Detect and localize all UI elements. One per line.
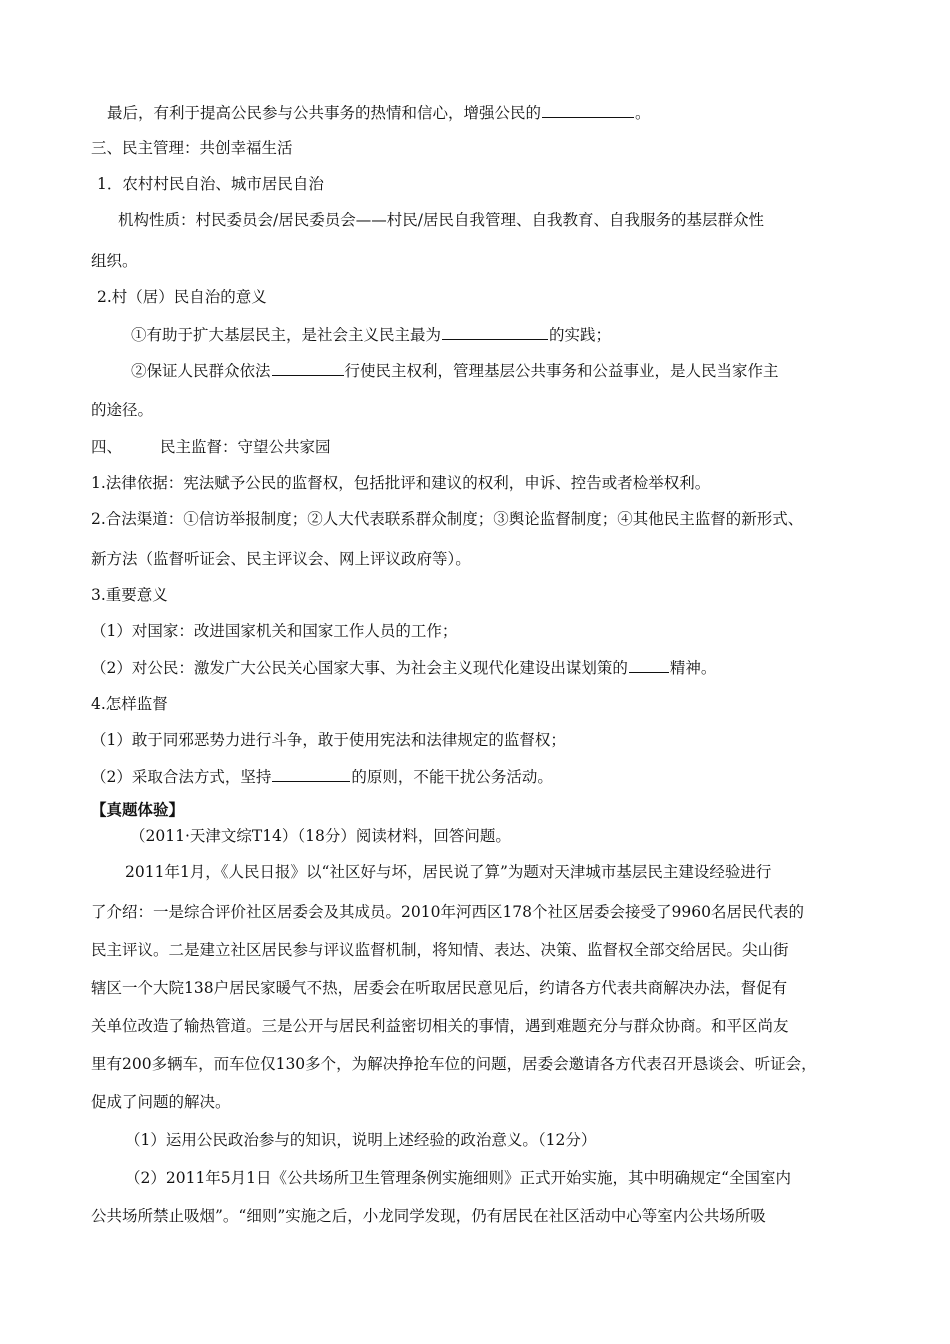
section-4-item-4: 4.怎样监督 — [91, 695, 168, 713]
section-4-item-2-line-a: 2.合法渠道：①信访举报制度；②人大代表联系群众制度；③舆论监督制度；④其他民主监督的新形式、 — [91, 510, 804, 528]
question-1: （1）运用公民政治参与的知识，说明上述经验的政治意义。（12分） — [125, 1131, 597, 1149]
question-2-line-a: （2）2011年5月1日《公共场所卫生管理条例实施细则》正式开始实施，其中明确规定“全国室内 — [125, 1169, 791, 1187]
text: 。 — [635, 104, 651, 122]
material-line-5: 关单位改造了输热管道。三是公开与居民利益密切相关的事情，遇到难题充分与群众协商。和平区尚友 — [91, 1017, 789, 1035]
exam-source: （2011·天津文综T14）（18分）阅读材料，回答问题。 — [130, 827, 511, 845]
fill-blank — [542, 102, 634, 118]
line-closing-benefit — [107, 102, 651, 123]
section-3-item-2b-cont: 的途径。 — [91, 401, 154, 419]
fill-blank — [442, 324, 548, 340]
material-line-7: 促成了问题的解决。 — [91, 1093, 231, 1111]
text: 精神。 — [669, 659, 717, 677]
section-4-heading — [91, 437, 331, 457]
section-3-item-2: 2.村（居）民自治的意义 — [97, 288, 267, 306]
material-line-4: 辖区一个大院138户居民家暖气不热，居委会在听取居民意见后，约请各方代表共商解决办法，督促有 — [91, 979, 788, 997]
section-4-item-1: 1.法律依据：宪法赋予公民的监督权，包括批评和建议的权利，申诉、控告或者检举权利。 — [91, 474, 711, 492]
section-3-item-2a — [131, 324, 611, 345]
question-2-line-b: 公共场所禁止吸烟”。“细则”实施之后，小龙同学发现，仍有居民在社区活动中心等室内公共场所吸 — [91, 1207, 766, 1225]
text: 四、 — [91, 438, 123, 456]
text: ②保证人民群众依法 — [131, 362, 271, 380]
material-line-2: 了介绍：一是综合评价社区居委会及其成员。2010年河西区178个社区居委会接受了9960名居民代表的 — [91, 903, 804, 921]
section-3-nature-line-b: 组织。 — [91, 252, 138, 270]
exam-experience-heading: 【真题体验】 — [91, 800, 185, 819]
section-3-heading: 三、民主管理：共创幸福生活 — [91, 139, 293, 157]
fill-blank — [272, 766, 350, 782]
material-line-3: 民主评议。二是建立社区居民参与评议监督机制，将知情、表达、决策、监督权全部交给居民。尖山街 — [91, 941, 789, 959]
material-line-6: 里有200多辆车，而车位仅130多个，为解决挣抢车位的问题，居委会邀请各方代表召开恳谈会、听证会， — [91, 1055, 817, 1073]
section-4-item-4-1: （1）敢于同邪恶势力进行斗争，敢于使用宪法和法律规定的监督权； — [91, 731, 566, 749]
section-4-item-2-line-b: 新方法（监督听证会、民主评议会、网上评议政府等）。 — [91, 550, 471, 568]
text: 民主监督：守望公共家园 — [160, 438, 331, 456]
text: 的实践； — [549, 326, 612, 344]
text: （2）采取合法方式，坚持 — [91, 768, 272, 786]
text: （2）对公民：激发广大公民关心国家大事、为社会主义现代化建设出谋划策的 — [91, 659, 628, 677]
material-line-1: 2011年1月，《人民日报》以“社区好与坏，居民说了算”为题对天津城市基层民主建设经验进行 — [125, 863, 772, 881]
text: 最后，有利于提高公民参与公共事务的热情和信心，增强公民的 — [107, 104, 542, 122]
text: 的原则，不能干扰公务活动。 — [351, 768, 553, 786]
section-3-nature-line-a: 机构性质：村民委员会/居民委员会——村民/居民自我管理、自我教育、自我服务的基层群众性 — [118, 211, 764, 229]
section-4-item-4-2 — [91, 766, 553, 787]
section-3-item-2b — [131, 360, 779, 381]
section-4-item-3-1: （1）对国家：改进国家机关和国家工作人员的工作； — [91, 622, 458, 640]
section-4-item-3: 3.重要意义 — [91, 586, 168, 604]
text: 行使民主权利，管理基层公共事务和公益事业，是人民当家作主 — [344, 362, 779, 380]
fill-blank — [629, 657, 669, 673]
section-3-item-1: 1．农村村民自治、城市居民自治 — [97, 175, 324, 193]
section-4-item-3-2 — [91, 657, 716, 678]
text: ①有助于扩大基层民主，是社会主义民主最为 — [131, 326, 442, 344]
fill-blank — [272, 360, 344, 376]
